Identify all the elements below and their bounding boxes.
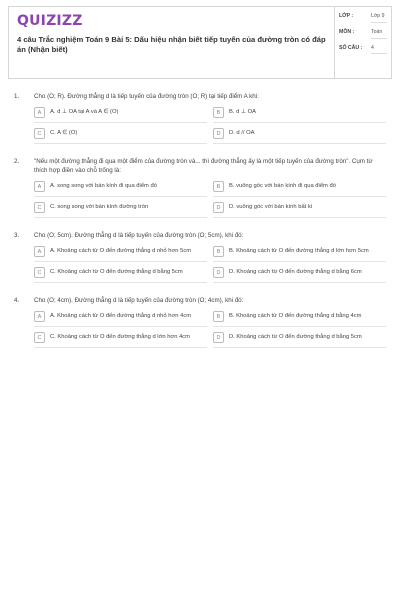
option-text: B. Khoảng cách từ O đến đường thẳng d lớn hơn 5cm: [229, 248, 369, 255]
option-letter-box: D: [213, 202, 224, 213]
option-letter-box: C: [34, 202, 45, 213]
question-number: 3.: [14, 231, 20, 239]
option-text: B. vuông góc với bán kính đi qua điểm đó: [229, 183, 336, 190]
worksheet-title: 4 câu Trắc nghiệm Toán 9 Bài 5: Dấu hiệu nhận biết tiếp tuyến của đường tròn có đáp án (Nhận biết): [17, 35, 326, 55]
option-text: C. A ∈ (O): [50, 130, 78, 137]
option-letter-box: D: [213, 128, 224, 139]
option-letter-box: B: [213, 311, 224, 322]
question-number: 4.: [14, 296, 20, 304]
question-list: [8, 93, 392, 348]
option-text: A. Khoảng cách từ O đến đường thẳng d nhỏ hơn 5cm: [50, 248, 192, 255]
answer-options: [34, 246, 386, 283]
option-d[interactable]: [213, 332, 386, 348]
option-a[interactable]: [34, 311, 207, 327]
option-c[interactable]: [34, 267, 207, 283]
meta-label: LỚP :: [339, 13, 354, 19]
question-text: Cho (O; 5cm). Đường thẳng d là tiếp tuyến của đường tròn (O; 5cm), khi đó:: [34, 231, 244, 239]
meta-label: MÔN :: [339, 28, 355, 35]
option-text: A. d ⊥ OA tại A và A ∈ (O): [50, 109, 119, 116]
meta-row-count: [339, 45, 387, 55]
question-2: [14, 158, 386, 218]
option-c[interactable]: [34, 332, 207, 348]
option-text: C. Khoảng cách từ O đến đường thẳng d bằng 5cm: [50, 269, 183, 276]
option-a[interactable]: [34, 181, 207, 197]
option-letter-box: B: [213, 181, 224, 192]
option-d[interactable]: [213, 202, 386, 218]
option-c[interactable]: [34, 128, 207, 144]
option-b[interactable]: [213, 311, 386, 327]
option-c[interactable]: [34, 202, 207, 218]
quizizz-logo: QUIZIZZ: [17, 13, 83, 29]
option-d[interactable]: [213, 267, 386, 283]
option-a[interactable]: [34, 107, 207, 123]
worksheet-header: [8, 6, 392, 79]
meta-value: Toán: [371, 29, 387, 39]
option-d[interactable]: [213, 128, 386, 144]
header-meta: [335, 7, 391, 78]
option-letter-box: B: [213, 246, 224, 257]
question-1: [14, 93, 386, 144]
option-letter-box: C: [34, 128, 45, 139]
option-text: B. d ⊥ OA: [229, 109, 256, 116]
answer-options: [34, 311, 386, 348]
option-letter-box: A: [34, 181, 45, 192]
option-b[interactable]: [213, 107, 386, 123]
question-text: "Nếu một đường thẳng đi qua một điểm của đường tròn và... thì đường thẳng ấy là một tiếp tuyến của đường tròn". Cụm từ thích hợp điền vào chỗ trống là:: [34, 157, 373, 174]
meta-value: 4: [371, 45, 387, 55]
meta-row-grade: [339, 13, 387, 23]
option-text: B. Khoảng cách từ O đến đường thẳng d bằng 4cm: [229, 313, 362, 320]
option-text: A. Khoảng cách từ O đến đường thẳng d nhỏ hơn 4cm: [50, 313, 192, 320]
option-letter-box: B: [213, 107, 224, 118]
option-letter-box: C: [34, 332, 45, 343]
option-a[interactable]: [34, 246, 207, 262]
option-b[interactable]: [213, 181, 386, 197]
option-text: C. Khoảng cách từ O đến đường thẳng d lớn hơn 4cm: [50, 334, 191, 341]
question-text: Cho (O; 4cm). Đường thẳng d là tiếp tuyến của đường tròn (O; 4cm), khi đó:: [34, 296, 244, 304]
answer-options: [34, 181, 386, 218]
question-3: [14, 232, 386, 283]
question-number: 2.: [14, 157, 20, 165]
option-text: D. Khoảng cách từ O đến đường thẳng d bằng 6cm: [229, 269, 362, 276]
meta-label: SỐ CÂU :: [339, 44, 363, 51]
option-letter-box: D: [213, 267, 224, 278]
meta-row-subject: [339, 29, 387, 39]
option-text: D. d // OA: [229, 130, 255, 137]
answer-options: [34, 107, 386, 144]
option-letter-box: A: [34, 107, 45, 118]
option-text: D. Khoảng cách từ O đến đường thẳng d bằng 5cm: [229, 334, 362, 341]
option-letter-box: C: [34, 267, 45, 278]
option-letter-box: D: [213, 332, 224, 343]
header-title-area: [9, 7, 335, 78]
option-letter-box: A: [34, 246, 45, 257]
question-text: Cho (O; R). Đường thẳng d là tiếp tuyến của đường tròn (O; R) tại tiếp điểm A khi:: [34, 93, 259, 100]
option-text: C. song song với bán kính đường tròn: [50, 204, 149, 211]
question-number: 1.: [14, 93, 20, 100]
meta-value: Lớp 9: [371, 13, 387, 23]
question-4: [14, 297, 386, 348]
option-text: D. vuông góc với bán kính bất kì: [229, 204, 313, 211]
option-b[interactable]: [213, 246, 386, 262]
option-text: A. song song với bán kính đi qua điểm đó: [50, 183, 157, 190]
option-letter-box: A: [34, 311, 45, 322]
